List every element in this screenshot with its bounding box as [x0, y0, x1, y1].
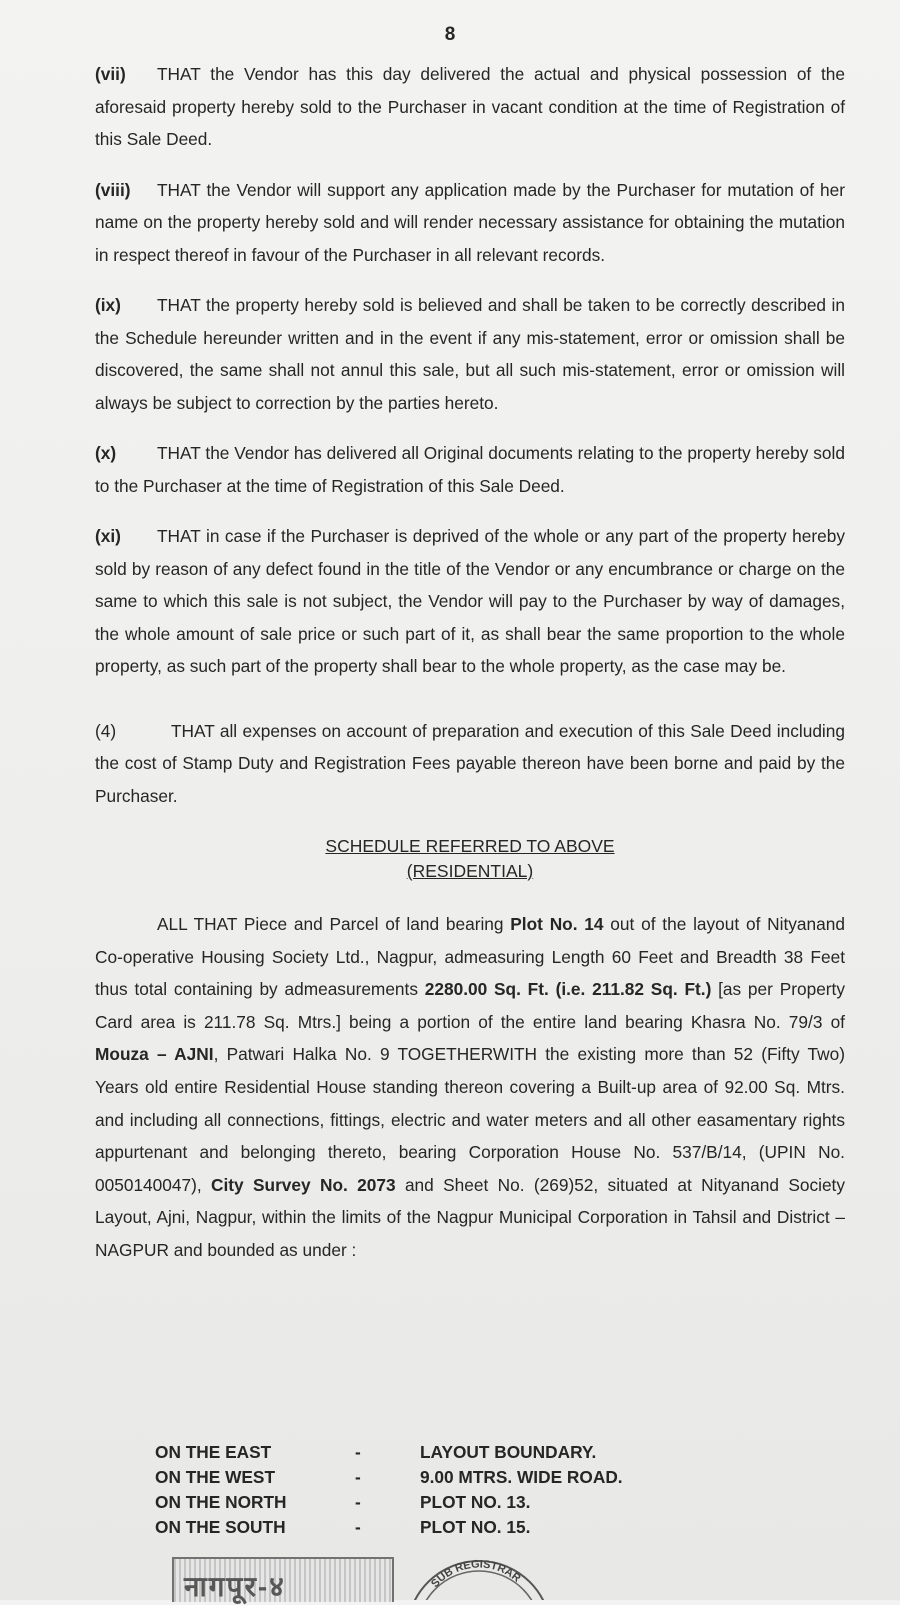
- area-measurement: 2280.00 Sq. Ft. (i.e. 211.82 Sq. Ft.): [424, 979, 712, 1000]
- office-stamp: [172, 1557, 394, 1602]
- schedule-subtitle: (RESIDENTIAL): [406, 861, 534, 881]
- boundary-dash: -: [355, 1442, 361, 1462]
- boundary-row: [155, 1515, 680, 1540]
- clause-text: THAT the Vendor has delivered all Original documents relating to the property hereby sold to the Purchaser at the time of Registration of this Sale Deed.: [95, 443, 845, 496]
- schedule-text: and Sheet No. (269)52, situated at Nityanand Society Layout, Ajni, Nagpur, within the limits of the Nagpur Municipal Corporation in Tahsil and District – NAGPUR and bounded as under :: [95, 1174, 845, 1260]
- page-number: 8: [444, 24, 456, 45]
- seal-text: SUB REGISTRAR: [429, 1558, 523, 1591]
- boundary-value: PLOT NO. 15.: [420, 1517, 531, 1537]
- boundary-row: [155, 1440, 680, 1465]
- clause-ix: [95, 289, 845, 419]
- city-survey-number: City Survey No. 2073: [211, 1174, 396, 1195]
- office-stamp-text: नागपूर-४: [184, 1571, 286, 1602]
- clause-text: THAT the property hereby sold is believed and shall be taken to be correctly described in the Schedule hereunder written and in the event if any mis-statement, error or omission shall be discovered, the same shall not annul this sale, but all such mis-statement, error or omission will always be subject to correction by the parties hereto.: [95, 295, 845, 413]
- boundary-dash: -: [355, 1517, 361, 1537]
- boundaries-table: [155, 1440, 680, 1540]
- schedule-text: , Patwari Halka No. 9 TOGETHERWITH the existing more than 52 (Fifty Two) Years old entire Residential House standing thereon covering a Built-up area of 92.00 Sq. Mtrs. and including all connections, fittings, electric and water meters and all other easamentary rights appurtenant and belonging thereto, bearing Corporation House No. 537/B/14, (UPIN No. 0050140047),: [95, 1044, 845, 1195]
- clause-number: (4): [95, 720, 117, 741]
- schedule-heading: [95, 834, 845, 884]
- schedule-text: out of the layout of Nityanand Co-operative Housing Society Ltd., Nagpur, admeasuring Length 60 Feet and Breadth 38 Feet thus total containing by admeasurements: [95, 914, 845, 1000]
- clause-number: (x): [95, 443, 117, 463]
- clause-number: (viii): [95, 179, 131, 200]
- svg-text:SUB REGISTRAR: [429, 1558, 523, 1590]
- boundary-row: [155, 1465, 680, 1490]
- boundary-value: PLOT NO. 13.: [420, 1492, 531, 1512]
- schedule-text: ALL THAT Piece and Parcel of land bearing: [157, 914, 511, 934]
- boundary-value: 9.00 MTRS. WIDE ROAD.: [420, 1467, 623, 1487]
- boundary-value: LAYOUT BOUNDARY.: [420, 1442, 597, 1462]
- document-body: [95, 58, 845, 1267]
- clause-text: THAT the Vendor has this day delivered the actual and physical possession of the aforesaid property hereby sold to the Purchaser in vacant condition at the time of Registration of this Sale Deed.: [95, 64, 845, 149]
- boundary-side: ON THE EAST: [155, 1442, 272, 1462]
- schedule-title: SCHEDULE REFERRED TO ABOVE: [325, 836, 615, 856]
- clause-text: THAT in case if the Purchaser is deprived of the whole or any part of the property hereby sold by reason of any defect found in the title of the Vendor or any encumbrance or charge on the same to which this sale is not subject, the Vendor will pay to the Purchaser by way of damages, the whole amount of sale price or such part of it, as shall bear the same proportion to the whole property, as such part of the property shall bear to the whole property, as the case may be.: [95, 526, 845, 676]
- clause-x: [95, 437, 845, 502]
- clause-number: (xi): [95, 526, 121, 546]
- clause-number: (ix): [95, 295, 121, 315]
- boundary-side: ON THE WEST: [155, 1467, 276, 1487]
- clause-4: [95, 715, 845, 813]
- boundary-dash: -: [355, 1467, 361, 1487]
- clause-text: THAT all expenses on account of preparation and execution of this Sale Deed including the cost of Stamp Duty and Registration Fees payable thereon have been borne and paid by the Purchaser.: [95, 720, 845, 806]
- registrar-seal: [404, 1553, 554, 1605]
- boundary-side: ON THE NORTH: [155, 1492, 287, 1512]
- clause-viii: [95, 174, 845, 272]
- clause-xi: [95, 520, 845, 683]
- clause-text: THAT the Vendor will support any application made by the Purchaser for mutation of her name on the property hereby sold and will render necessary assistance for obtaining the mutation in respect thereof in favour of the Purchaser in all relevant records.: [95, 179, 845, 265]
- mouza-name: Mouza – AJNI: [95, 1044, 214, 1065]
- schedule-text: [as per Property Card area is 211.78 Sq. Mtrs.] being a portion of the entire land bearing Khasra No. 79/3 of: [95, 979, 845, 1032]
- clause-vii: [95, 58, 845, 156]
- clause-number: (vii): [95, 64, 126, 84]
- schedule-description: [95, 908, 845, 1267]
- boundary-dash: -: [355, 1492, 361, 1512]
- boundary-side: ON THE SOUTH: [155, 1517, 286, 1537]
- plot-number: Plot No. 14: [510, 914, 604, 934]
- boundary-row: [155, 1490, 680, 1515]
